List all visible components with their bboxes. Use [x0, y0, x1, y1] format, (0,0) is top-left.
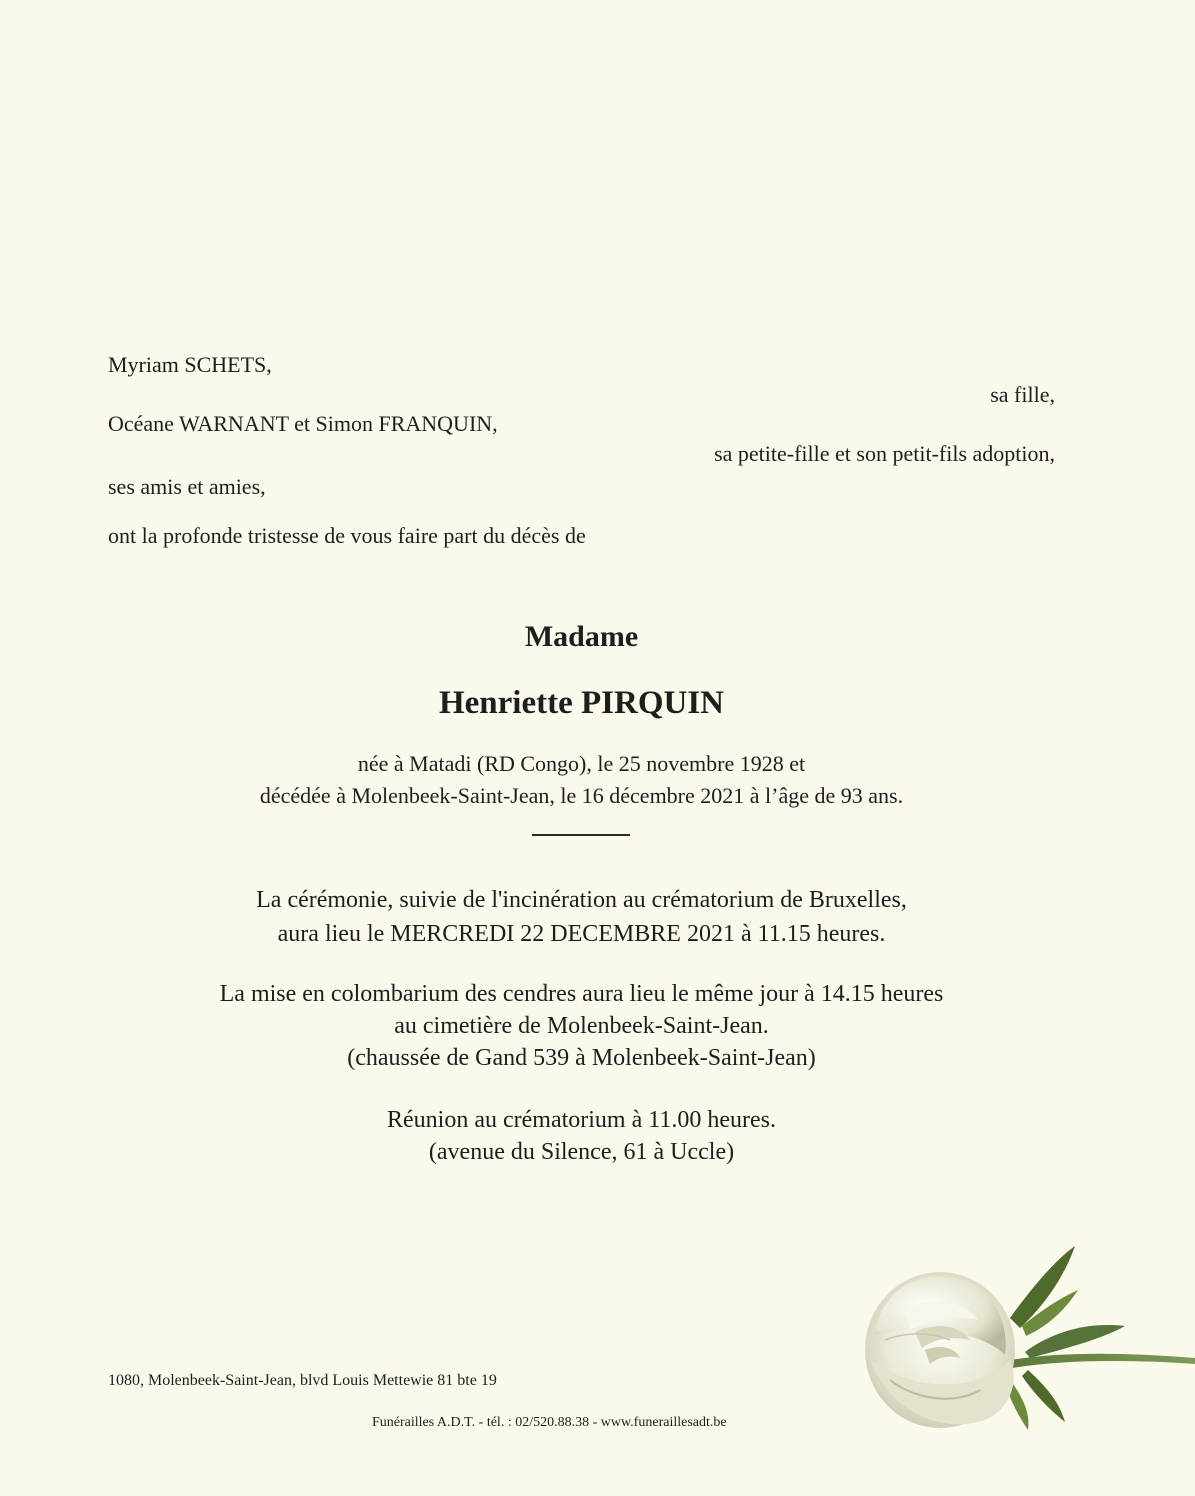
family-line-2-relation: sa petite-fille et son petit-fils adoption,	[714, 441, 1055, 466]
columbarium-line-3: (chaussée de Gand 539 à Molenbeek-Saint-Jean)	[347, 1045, 816, 1071]
white-rose-icon	[860, 1240, 1195, 1455]
funeral-home-address: 1080, Molenbeek-Saint-Jean, blvd Louis Mettewie 81 bte 19	[108, 1372, 497, 1389]
family-line-1-relation: sa fille,	[990, 382, 1055, 407]
death-line: décédée à Molenbeek-Saint-Jean, le 16 décembre 2021 à l’âge de 93 ans.	[259, 783, 904, 808]
family-announcement: ont la profonde tristesse de vous faire part du décès de	[108, 523, 586, 548]
family-line-1-name: Myriam SCHETS,	[108, 352, 272, 377]
columbarium-line-1: La mise en colombarium des cendres aura lieu le même jour à 14.15 heures	[219, 981, 944, 1007]
ceremony-line-1: La cérémonie, suivie de l'incinération au crématorium de Bruxelles,	[256, 887, 907, 913]
meeting-line-1: Réunion au crématorium à 11.00 heures.	[387, 1107, 776, 1133]
columbarium-line-2: au cimetière de Molenbeek-Saint-Jean.	[394, 1013, 769, 1039]
meeting-line-2: (avenue du Silence, 61 à Uccle)	[428, 1139, 735, 1165]
funeral-home-footer: Funérailles A.D.T. - tél. : 02/520.88.38 - www.funeraillesadt.be	[372, 1415, 727, 1430]
birth-line: née à Matadi (RD Congo), le 25 novembre 1928 et	[357, 751, 806, 776]
honorific-title: Madame	[524, 620, 639, 653]
family-line-3: ses amis et amies,	[108, 474, 266, 499]
divider-line	[532, 834, 630, 836]
family-line-2-name: Océane WARNANT et Simon FRANQUIN,	[108, 411, 498, 436]
deceased-name: Henriette PIRQUIN	[438, 685, 724, 721]
ceremony-line-2: aura lieu le MERCREDI 22 DECEMBRE 2021 à 11.15 heures.	[277, 921, 886, 947]
